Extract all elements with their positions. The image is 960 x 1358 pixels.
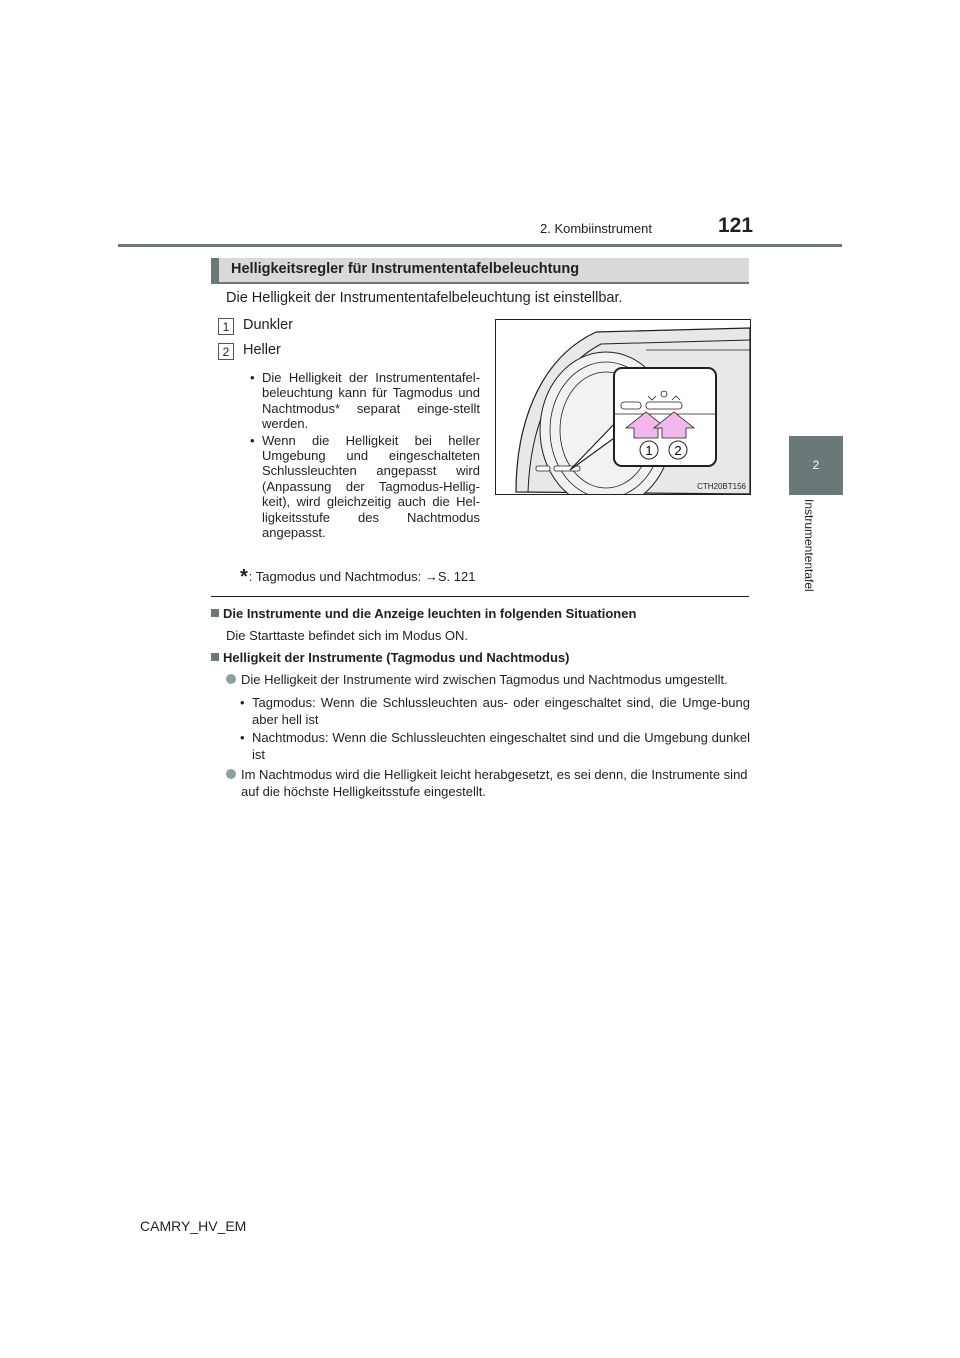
footnote-marker: * xyxy=(240,566,248,588)
bullet-item: • Die Helligkeit der Instrumententafel-beleuchtung kann für Tagmodus und Nachtmodus* separat einge-stellt werden. xyxy=(250,370,480,432)
callout-1: 1 xyxy=(645,443,653,458)
bullet-marker: • xyxy=(240,695,245,710)
note-circle-item: Im Nachtmodus wird die Helligkeit leicht herabgesetzt, es sei denn, die Instrumente sind auf die höchste Helligkeitsstufe eingestellt. xyxy=(226,766,750,800)
circle-bullet-icon xyxy=(226,769,236,779)
section-divider xyxy=(211,596,749,597)
footnote-text: : Tagmodus und Nachtmodus: →S. 121 xyxy=(248,569,476,584)
sub-bullet-item: • Nachtmodus: Wenn die Schlussleuchten eingeschaltet sind und die Umgebung dunkel ist xyxy=(240,730,750,762)
bullet-marker: • xyxy=(250,432,255,448)
item-number-1: 1 xyxy=(218,318,234,335)
arrow-icon xyxy=(496,320,750,494)
chapter-title: 2. Kombiinstrument xyxy=(540,221,652,236)
header-rule xyxy=(118,244,842,247)
section-rule xyxy=(211,282,749,284)
circle-bullet-icon xyxy=(226,674,236,684)
item-label-brighter: Heller xyxy=(243,342,281,358)
item-number-2: 2 xyxy=(218,343,234,360)
section-title: Helligkeitsregler für Instrumententafelbeleuchtung xyxy=(231,261,580,277)
square-icon xyxy=(211,609,219,617)
chapter-tab-label: Instrumententafel xyxy=(802,499,816,592)
note-heading-2: Helligkeit der Instrumente (Tagmodus und Nachtmodus) xyxy=(211,650,569,665)
section-heading xyxy=(211,258,749,282)
bullet-list xyxy=(248,370,480,541)
document-code: CAMRY_HV_EM xyxy=(140,1218,247,1234)
sub-bullet-item: • Tagmodus: Wenn die Schlussleuchten aus- oder eingeschaltet sind, die Umge-bung aber hell ist xyxy=(240,695,750,727)
bullet-marker: • xyxy=(250,370,255,385)
intro-text: Die Helligkeit der Instrumententafelbeleuchtung ist einstellbar. xyxy=(226,290,623,306)
bullet-item: • Wenn die Helligkeit bei heller Umgebung und eingeschalteten Schlussleuchten angepasst wird (Anpassung der Tagmodus-Hellig-keit), wird gleichzeitig auch die Hel-ligkeitsstufe des Nachtmodus angepasst. xyxy=(250,432,480,541)
chapter-tab[interactable]: 2 xyxy=(789,436,843,495)
note-text-1: Die Starttaste befindet sich im Modus ON. xyxy=(226,628,469,643)
item-label-darker: Dunkler xyxy=(243,317,293,333)
callout-2: 2 xyxy=(674,443,682,458)
note-heading-1: Die Instrumente und die Anzeige leuchten in folgenden Situationen xyxy=(211,606,636,621)
footnote xyxy=(240,566,475,589)
note-circle-item: Die Helligkeit der Instrumente wird zwischen Tagmodus und Nachtmodus umgestellt. xyxy=(226,671,750,688)
page-number: 121 xyxy=(718,214,754,237)
square-icon xyxy=(211,653,219,661)
instrument-panel-illustration xyxy=(495,319,751,495)
figure-code: CTH20BT156 xyxy=(697,482,746,491)
bullet-marker: • xyxy=(240,730,245,745)
